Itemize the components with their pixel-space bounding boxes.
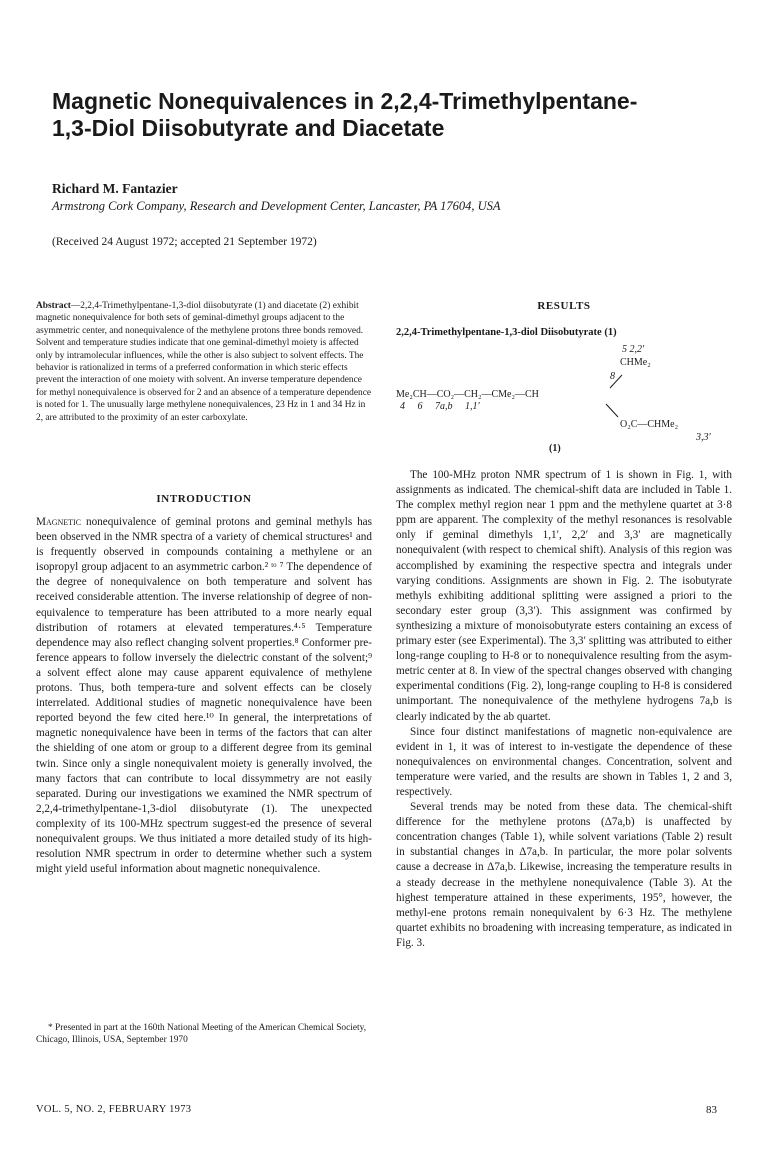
results-paragraph-2: Since four distinct manifestations of magnetic non-equivalence are evident in 1, it was of interest to in-vestigate the dependence of these nonequivalences on environmental changes. Concentration, solvent and temperature were varied, and the results are shown in Tables 1, 2 and 3, respectively. <box>396 725 732 798</box>
chemical-structure-1 <box>396 344 732 456</box>
results-heading: RESULTS <box>537 300 591 312</box>
journal-issue: VOL. 5, NO. 2, FEBRUARY 1973 <box>36 1104 192 1115</box>
results-body <box>396 468 732 951</box>
introduction-paragraph <box>36 515 372 877</box>
structure-atom-labels: 4 6 7a,b 1,1′ <box>400 401 480 412</box>
introduction-text: nonequivalence of geminal protons and geminal methyls has been observed in the NMR spectra of a variety of chemical structures¹ and is frequently observed in compounds containing a methylene or an isopropyl group adjacent to an asymmetric carbon.² ᵗᵒ ⁷ The dependence of the degree of nonequivalence on both temperature and solvent has received considerable attention. The inverse relationship of degree of non-equivalence to temperature has been attributed to a more nearly equal distribution of rotamers at elevated temperatures.⁴·⁵ Temperature dependence may also reflect changing solvent properties.⁸ Conformer pre-ference appears to follow inversely the dielectric constant of the solvent;⁹ a solvent effect alone may cause apparent equivalence of methylene protons. Thus, both tempera-ture and solvent effects can be closely interrelated. Additional studies of magnetic nonequivalence have been reported beyond the few cited here.¹⁰ In general, the interpretations of magnetic nonequivalence have been in terms of the factors that can alter the shielding of one atom or group to a different degree from its geminal twin. Since only a single nonequivalent moiety is generally involved, the many factors that can contribute to local dissymmetry are not easily separated. During our investigations we examined the NMR spectrum of 2,2,4-trimethylpentane-1,3-diol diisobutyrate (1). The unexpected complexity of its 100-MHz spectrum suggest-ed the presence of several nonequivalent groups. We thus initiated a more detailed study of its high-resolution NMR spectrum in order to determine whether such a system might yield useful information about magnetic nonequivalence. <box>36 516 372 876</box>
structure-ester-group: O₂C—CHMe₂ <box>620 419 679 430</box>
results-paragraph-1: The 100-MHz proton NMR spectrum of 1 is shown in Fig. 1, with assignments as indicated. The chemical-shift data are included in Table 1. The complex methyl region near 1 ppm and the methylene quartet at 3·8 ppm are apparent. The complexity of the methyl resonances is resolvable only if geminal dimethyls 1,1′, 2,2′ and 3,3′ are magnetically nonequivalent (with respect to chemical shift). Analysis of this region was accomplished by examining the respective spectra and integrals under varying conditions. Assignments are shown in Fig. 2. The isobutyrate methyls exhibiting additional splitting were assigned a priori to the secondary ester group (3,3′). This assignment was confirmed by synthesizing a mixture of monoisobutyrate esters containing an excess of primary ester (see Experimental). The 3,3′ splitting was attributed to either long-range coupling to H-8 or to nonequivalence resulting from the asym-metric center at 8. In view of the spectral changes observed with changing experimental conditions (Fig. 2), long-range coupling to H-8 is considered unimportant. The nonequivalence of the methylene hydrogens 7a,b is clearly indicated by the ab quartet. <box>396 469 732 723</box>
footnote: * Presented in part at the 160th National Meeting of the American Chemical Society, Chicago, Illinois, USA, September 1970 <box>36 1023 367 1045</box>
structure-top-group: CHMe₂ <box>620 357 651 368</box>
author-name: Richard M. Fantazier <box>52 181 178 196</box>
results-paragraph-3: Several trends may be noted from these data. The chemical-shift difference for the methylene protons (Δ7a,b) is unaffected by concentration changes (Table 1), while solvent variations (Table 2) result in substantial changes in Δ7a,b. In particular, the more polar solvents cause a decrease in Δ7a,b. Likewise, increasing the temperature results in a steady decrease in the methylene nonequivalence (Table 3). At the highest temperature attained in these experiments, 195°, however, the methyl-ene protons remain nonequivalent by 6·3 Hz. The methylene quartet exhibits no broadening with increasing temperature, as indicated in Fig. 3. <box>396 801 732 949</box>
article-title <box>52 88 712 142</box>
structure-main-chain: Me₂CH—CO₂—CH₂—CMe₂—CH <box>396 389 539 400</box>
structure-bonds <box>602 374 628 418</box>
title-line-2: 1,3-Diol Diisobutyrate and Diacetate <box>52 115 445 141</box>
abstract-label: Abstract <box>36 301 71 311</box>
introduction-body <box>36 515 372 877</box>
introduction-heading: INTRODUCTION <box>156 493 252 505</box>
page-number: 83 <box>706 1104 717 1116</box>
author-affiliation: Armstrong Cork Company, Research and Development Center, Lancaster, PA 17604, USA <box>52 199 501 213</box>
results-subheading: 2,2,4-Trimethylpentane-1,3-diol Diisobutyrate (1) <box>396 327 617 338</box>
abstract <box>36 300 372 424</box>
structure-top-label: 5 2,2′ <box>622 344 645 355</box>
structure-compound-label: (1) <box>549 443 561 454</box>
abstract-text: —2,2,4-Trimethylpentane-1,3-diol diisobutyrate (1) and diacetate (2) exhibit magnetic nonequivalence for both sets of geminal-dimethyl groups adjacent to the asymmetric center, and nonequivalence of the methylene protons three bonds removed. Solvent and temperature studies indicate that one geminal-dimethyl moiety is affected only by intramolecular influences, while the other is also subject to solvent effects. The behavior is rationalized in terms of a preferred conformation in which steric effects prevent the interaction of one moiety with solvent. An inverse temperature dependence for methyl nonequivalence is observed for 2 and an absence of a temperature dependence is noted for 1. The unusually large methylene nonequivalences, 23 Hz in 1 and 34 Hz in 2, are attributed to the proximity of an ester carboxylate. <box>36 301 372 423</box>
dropcap-word: Magnetic <box>36 516 82 528</box>
structure-bond-label: 8 <box>610 371 615 382</box>
structure-ester-label: 3,3′ <box>696 432 711 443</box>
received-dates: (Received 24 August 1972; accepted 21 September 1972) <box>52 236 317 248</box>
title-line-1: Magnetic Nonequivalences in 2,2,4-Trimethylpentane- <box>52 88 638 114</box>
